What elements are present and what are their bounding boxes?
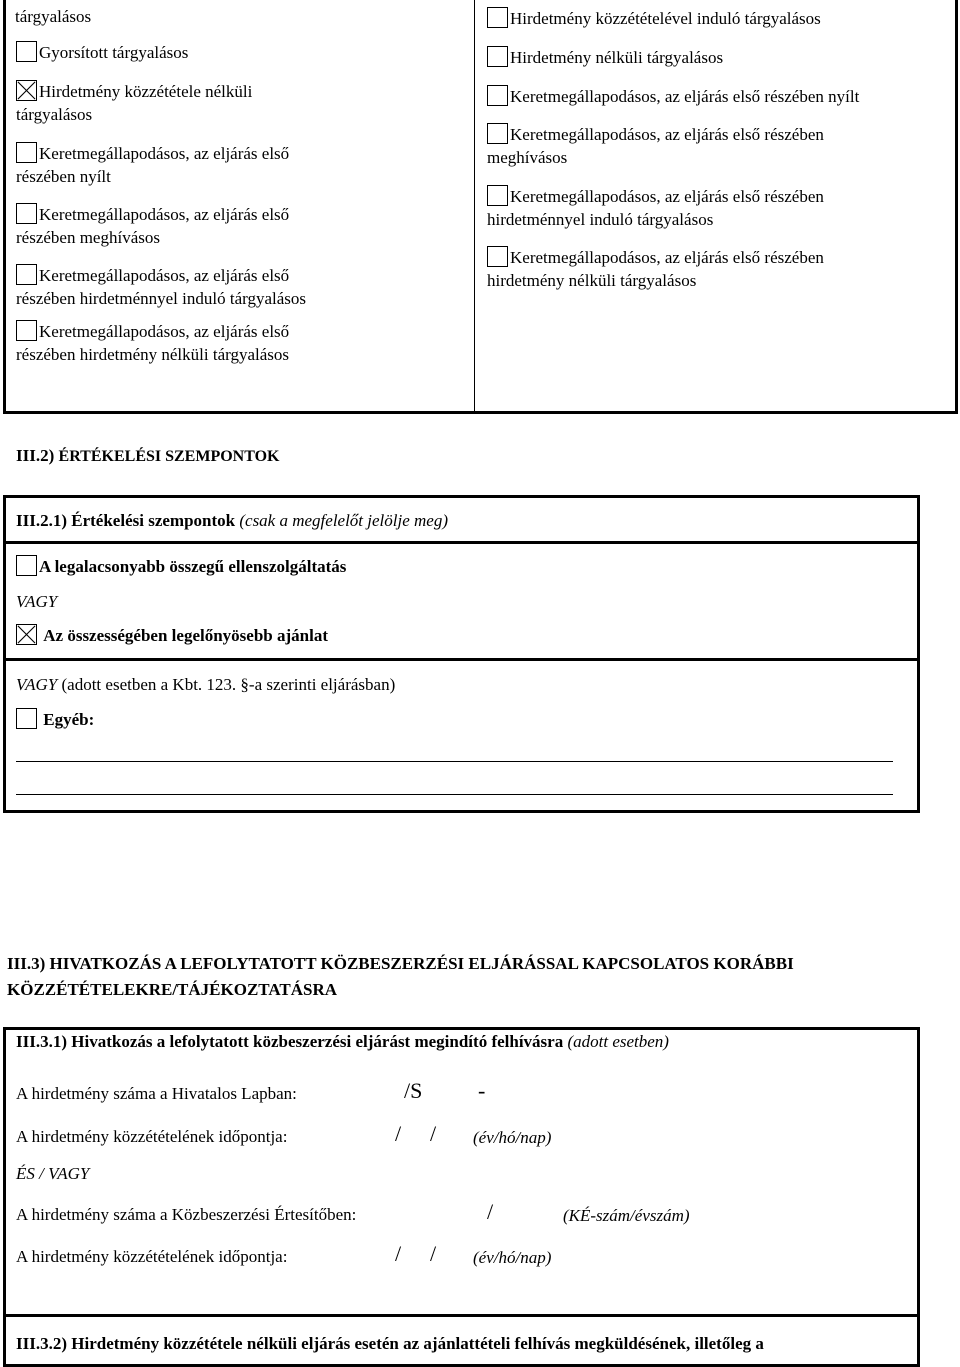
procedure-left-option-label: Keretmegállapodásos, az eljárás első xyxy=(39,144,290,163)
procedure-right-option-label: Hirdetmény nélküli tárgyalásos xyxy=(510,48,724,67)
procedure-left-option-label: részében hirdetménnyel induló tárgyalásos xyxy=(16,289,307,308)
other-fill-line-1[interactable] xyxy=(16,761,893,762)
criterion-other[interactable] xyxy=(16,708,94,731)
ke-date-slash-2[interactable]: / xyxy=(430,1241,437,1266)
procedure-left-option-label: Gyorsított tárgyalásos xyxy=(39,43,189,62)
procedure-right-checkbox[interactable] xyxy=(487,123,508,144)
procedure-left-checkbox[interactable] xyxy=(16,142,37,163)
procedure-right-checkbox[interactable] xyxy=(487,7,508,28)
criterion-best-value-label: Az összességében legelőnyösebb ajánlat xyxy=(43,626,328,645)
section-iii2-heading xyxy=(16,444,280,468)
section-iii3-num: III.3) xyxy=(7,954,46,973)
procedure-left-option[interactable] xyxy=(16,142,289,188)
procedure-left-option-label: részében hirdetmény nélküli tárgyalásos xyxy=(16,345,290,364)
procedure-left-checkbox[interactable] xyxy=(16,320,37,341)
iii3-2-heading: III.3.2) Hirdetmény közzététele nélküli eljárás esetén az ajánlattételi felhívás megküldésének, illetőleg a xyxy=(16,1334,764,1353)
check-x-icon xyxy=(17,625,36,644)
oj-date-slash-1[interactable]: / xyxy=(395,1121,402,1146)
or-label-2: VAGY xyxy=(16,675,58,694)
iii3-1-num: III.3.1) xyxy=(16,1032,68,1051)
procedure-right-option-label: hirdetménnyel induló tárgyalásos xyxy=(487,210,714,229)
procedure-right-checkbox[interactable] xyxy=(487,185,508,206)
procedure-right-checkbox[interactable] xyxy=(487,46,508,67)
ke-date-slash-1[interactable]: / xyxy=(395,1241,402,1266)
procedure-left-checkbox[interactable] xyxy=(16,80,37,101)
ke-date-label: A hirdetmény közzétételének időpontja: xyxy=(16,1247,288,1266)
section-iii3-title-line2: KÖZZÉTÉTELEKRE/TÁJÉKOZTATÁSRA xyxy=(7,980,338,999)
iii3-1-note: (adott esetben) xyxy=(567,1032,669,1051)
ke-number-format: (KÉ-szám/évszám) xyxy=(563,1206,690,1225)
section-iii3-title-line1: HIVATKOZÁS A LEFOLYTATOTT KÖZBESZERZÉSI ELJÁRÁSSAL KAPCSOLATOS KORÁBBI xyxy=(49,954,794,973)
iii3-row-divider xyxy=(3,1314,920,1317)
procedure-left-option-label: tárgyalásos xyxy=(16,105,93,124)
section-iii2-title: ÉRTÉKELÉSI SZEMPONTOK xyxy=(58,448,280,465)
procedure-right-option[interactable] xyxy=(487,46,723,69)
oj-date-slash-2[interactable]: / xyxy=(430,1121,437,1146)
checkbox-best-value[interactable] xyxy=(16,624,37,645)
procedure-right-option-label: Keretmegállapodásos, az eljárás első részében xyxy=(510,248,824,267)
procedure-left-checkbox[interactable] xyxy=(16,41,37,62)
procedure-right-option-label: Hirdetmény közzétételével induló tárgyalásos xyxy=(510,9,821,28)
and-or-label: ÉS / VAGY xyxy=(16,1164,90,1183)
procedure-right-option-label: Keretmegállapodásos, az eljárás első részében nyílt xyxy=(510,87,860,106)
or-label-2-note: (adott esetben a Kbt. 123. §-a szerinti eljárásban) xyxy=(61,675,396,694)
procedure-left-checkbox[interactable] xyxy=(16,264,37,285)
procedure-left-option[interactable] xyxy=(16,80,252,126)
iii2-1-num: III.2.1) xyxy=(16,511,68,530)
procedure-left-option[interactable] xyxy=(16,203,289,249)
iii2-row-divider-2 xyxy=(3,658,920,661)
procedure-left-option[interactable] xyxy=(16,264,306,310)
procedure-right-option[interactable] xyxy=(487,246,824,292)
procedure-right-option-label: Keretmegállapodásos, az eljárás első részében xyxy=(510,187,824,206)
procedure-left-option-label: Keretmegállapodásos, az eljárás első xyxy=(39,322,290,341)
iii2-row-divider-1 xyxy=(3,541,920,544)
procedure-right-option[interactable] xyxy=(487,185,824,231)
procedure-left-option[interactable] xyxy=(16,320,289,366)
iii2-1-heading xyxy=(16,509,448,532)
procedure-right-checkbox[interactable] xyxy=(487,246,508,267)
checkbox-other[interactable] xyxy=(16,708,37,729)
procedure-left-option-label: részében meghívásos xyxy=(16,228,160,247)
checkbox-lowest-price[interactable] xyxy=(16,555,37,576)
ke-number-slash[interactable]: / xyxy=(487,1199,494,1224)
oj-date-format: (év/hó/nap) xyxy=(473,1128,552,1147)
ke-date-format: (év/hó/nap) xyxy=(473,1248,552,1267)
procedure-left-option-label: Keretmegállapodásos, az eljárás első xyxy=(39,266,290,285)
procedure-right-checkbox[interactable] xyxy=(487,85,508,106)
procedure-left-option-label: Hirdetmény közzététele nélküli xyxy=(39,82,253,101)
or-label-2-row xyxy=(16,673,395,696)
section-iii2-num: III.2) xyxy=(16,446,55,465)
iii3-1-heading xyxy=(16,1030,669,1053)
procedure-table-divider xyxy=(474,0,475,412)
or-label-1: VAGY xyxy=(16,592,58,611)
procedure-left-option-label: Keretmegállapodásos, az eljárás első xyxy=(39,205,290,224)
check-x-icon xyxy=(17,81,36,100)
criterion-best-value[interactable] xyxy=(16,624,328,647)
procedure-right-option-label: meghívásos xyxy=(487,148,568,167)
criterion-lowest-price-label: A legalacsonyabb összegű ellenszolgáltatás xyxy=(39,557,347,576)
oj-date-label: A hirdetmény közzétételének időpontja: xyxy=(16,1127,288,1146)
oj-number-dash[interactable]: - xyxy=(478,1078,486,1103)
procedure-left-checkbox[interactable] xyxy=(16,203,37,224)
procedure-right-option-label: hirdetmény nélküli tárgyalásos xyxy=(487,271,697,290)
oj-number-label: A hirdetmény száma a Hivatalos Lapban: xyxy=(16,1084,297,1103)
section-iii3-heading xyxy=(7,952,794,975)
procedure-right-option[interactable] xyxy=(487,7,821,30)
criterion-lowest-price[interactable] xyxy=(16,555,346,578)
procedure-right-option-label: Keretmegállapodásos, az eljárás első részében xyxy=(510,125,824,144)
criterion-other-label: Egyéb: xyxy=(43,710,95,729)
ke-number-label: A hirdetmény száma a Közbeszerzési Értesítőben: xyxy=(16,1205,357,1224)
procedure-left-top-label: tárgyalásos xyxy=(15,7,92,26)
iii2-1-title: Értékelési szempontok xyxy=(71,511,236,530)
procedure-left-option[interactable] xyxy=(16,41,188,64)
procedure-right-option[interactable] xyxy=(487,85,859,108)
oj-number-s[interactable]: /S xyxy=(404,1078,423,1103)
iii2-1-note: (csak a megfelelőt jelölje meg) xyxy=(239,511,448,530)
procedure-left-option-label: részében nyílt xyxy=(16,167,111,186)
other-fill-line-2[interactable] xyxy=(16,794,893,795)
procedure-right-option[interactable] xyxy=(487,123,824,169)
iii3-1-title: Hivatkozás a lefolytatott közbeszerzési eljárást megindító felhívásra xyxy=(71,1032,564,1051)
